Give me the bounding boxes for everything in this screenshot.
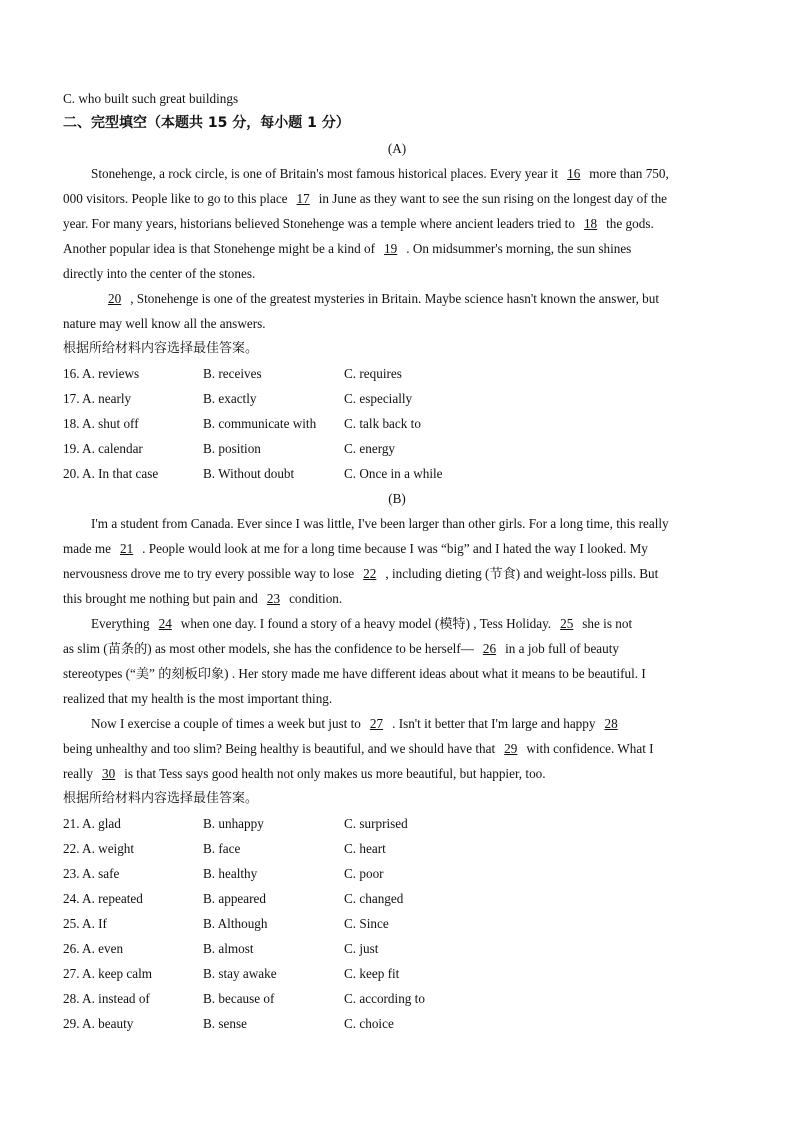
- option-a[interactable]: 23. A. safe: [63, 866, 120, 881]
- passage-a-line: 20 , Stonehenge is one of the greatest mysteries in Britain. Maybe science hasn't known the answer, but: [63, 286, 731, 311]
- option-c[interactable]: C. heart: [344, 841, 386, 856]
- option-b[interactable]: B. healthy: [203, 866, 258, 881]
- option-b[interactable]: B. communicate with: [203, 416, 317, 431]
- passage-b-line: really 30 is that Tess says good health not only makes us more beautiful, but happier, too.: [63, 761, 731, 786]
- passage-a-line: year. For many years, historians believed Stonehenge was a temple where ancient leaders tried to 18 the gods.: [63, 211, 731, 236]
- option-a[interactable]: 29. A. beauty: [63, 1016, 134, 1031]
- blank-22[interactable]: 22: [363, 566, 377, 581]
- option-a[interactable]: 24. A. repeated: [63, 891, 143, 906]
- passage-b-line: Everything 24 when one day. I found a story of a heavy model (模特) , Tess Holiday. 25 she is not: [63, 611, 731, 636]
- option-row: [63, 936, 731, 961]
- option-a[interactable]: 17. A. nearly: [63, 391, 132, 406]
- passage-b-line: as slim (苗条的) as most other models, she has the confidence to be herself— 26 in a job full of beauty: [63, 636, 731, 661]
- option-b[interactable]: B. Although: [203, 916, 268, 931]
- option-row: [63, 836, 731, 861]
- option-a[interactable]: 22. A. weight: [63, 841, 135, 856]
- blank-24[interactable]: 24: [158, 616, 172, 631]
- option-row: [63, 886, 731, 911]
- blank-28[interactable]: 28: [604, 716, 618, 731]
- option-a[interactable]: 28. A. instead of: [63, 991, 150, 1006]
- blank-30[interactable]: 30: [102, 766, 116, 781]
- passage-b-line: I'm a student from Canada. Ever since I was little, I've been larger than other girls. For a long time, this really: [91, 516, 669, 531]
- option-row: [63, 911, 731, 936]
- blank-29[interactable]: 29: [504, 741, 518, 756]
- option-b[interactable]: B. appeared: [203, 891, 266, 906]
- option-c[interactable]: C. keep fit: [344, 966, 400, 981]
- passage-a-line: nature may well know all the answers.: [63, 316, 266, 331]
- option-row: [63, 811, 731, 836]
- blank-18[interactable]: 18: [583, 216, 598, 231]
- options-a: [63, 361, 731, 486]
- option-row: [63, 961, 731, 986]
- blank-23[interactable]: 23: [266, 591, 281, 606]
- passage-b-label: (B): [388, 491, 406, 506]
- option-row: [63, 436, 731, 461]
- option-c[interactable]: C. according to: [344, 991, 425, 1006]
- blank-26[interactable]: 26: [482, 641, 497, 656]
- option-b[interactable]: B. position: [203, 441, 261, 456]
- blank-17[interactable]: 17: [296, 191, 310, 206]
- passage-b-line: stereotypes (“美” 的刻板印象) . Her story made me have different ideas about what it means to be beautiful. I: [63, 666, 646, 681]
- option-b[interactable]: B. almost: [203, 941, 254, 956]
- option-c[interactable]: C. poor: [344, 866, 384, 881]
- options-b: [63, 811, 731, 1036]
- option-row: [63, 1011, 731, 1036]
- option-c[interactable]: C. surprised: [344, 816, 408, 831]
- passage-b-line: this brought me nothing but pain and 23 condition.: [63, 586, 731, 611]
- instruction-text: 根据所给材料内容选择最佳答案。: [63, 341, 259, 356]
- option-a[interactable]: 27. A. keep calm: [63, 966, 152, 981]
- passage-a-line: directly into the center of the stones.: [63, 266, 256, 281]
- passage-b-line: realized that my health is the most important thing.: [63, 691, 333, 706]
- option-b[interactable]: B. stay awake: [203, 966, 277, 981]
- option-b[interactable]: B. face: [203, 841, 241, 856]
- instruction-text: 根据所给材料内容选择最佳答案。: [63, 791, 259, 806]
- passage-b-line: made me 21 . People would look at me for a long time because I was “big” and I hated the way I looked. My: [63, 536, 731, 561]
- option-row: [63, 986, 731, 1011]
- option-c[interactable]: C. just: [344, 941, 379, 956]
- passage-a-line: Stonehenge, a rock circle, is one of Britain's most famous historical places. Every year it 16 more than 750,: [63, 161, 731, 186]
- option-a[interactable]: 19. A. calendar: [63, 441, 143, 456]
- option-a[interactable]: 16. A. reviews: [63, 366, 140, 381]
- passage-b-line: nervousness drove me to try every possible way to lose 22 , including dieting (节食) and weight-loss pills. But: [63, 561, 731, 586]
- passage-a-label: (A): [387, 141, 407, 156]
- option-c[interactable]: C. changed: [344, 891, 404, 906]
- blank-19[interactable]: 19: [384, 241, 398, 256]
- option-c[interactable]: C. requires: [344, 366, 402, 381]
- option-row: [63, 461, 731, 486]
- option-row: [63, 861, 731, 886]
- blank-27[interactable]: 27: [369, 716, 384, 731]
- option-c[interactable]: C. choice: [344, 1016, 394, 1031]
- passage-b-line: Now I exercise a couple of times a week but just to 27 . Isn't it better that I'm large and happy 28: [63, 711, 731, 736]
- option-row: [63, 361, 731, 386]
- passage-a-line: Another popular idea is that Stonehenge might be a kind of 19 . On midsummer's morning, the sun shines: [63, 236, 731, 261]
- option-row: [63, 386, 731, 411]
- passage-a-line: 000 visitors. People like to go to this place 17 in June as they want to see the sun rising on the longest day of the: [63, 186, 731, 211]
- option-a[interactable]: 18. A. shut off: [63, 416, 139, 431]
- blank-16[interactable]: 16: [567, 166, 581, 181]
- option-b[interactable]: B. exactly: [203, 391, 257, 406]
- option-b[interactable]: B. unhappy: [203, 816, 264, 831]
- option-c[interactable]: C. talk back to: [344, 416, 421, 431]
- option-c[interactable]: C. especially: [344, 391, 413, 406]
- option-c[interactable]: C. energy: [344, 441, 396, 456]
- option-a[interactable]: 25. A. If: [63, 916, 107, 931]
- option-c[interactable]: C. Once in a while: [344, 466, 443, 481]
- option-a[interactable]: 21. A. glad: [63, 816, 121, 831]
- section-title: 二、完型填空（本题共 15 分，每小题 1 分）: [63, 115, 350, 131]
- option-b[interactable]: B. receives: [203, 366, 262, 381]
- blank-21[interactable]: 21: [119, 541, 134, 556]
- previous-question-option: C. who built such great buildings: [63, 91, 239, 106]
- option-c[interactable]: C. Since: [344, 916, 389, 931]
- option-b[interactable]: B. Without doubt: [203, 466, 295, 481]
- option-b[interactable]: B. sense: [203, 1016, 247, 1031]
- worksheet-page: [63, 86, 731, 1036]
- blank-20[interactable]: 20: [108, 291, 122, 306]
- passage-b-line: being unhealthy and too slim? Being healthy is beautiful, and we should have that 29 with confidence. What I: [63, 736, 731, 761]
- option-row: [63, 411, 731, 436]
- option-b[interactable]: B. because of: [203, 991, 275, 1006]
- option-a[interactable]: 20. A. In that case: [63, 466, 159, 481]
- blank-25[interactable]: 25: [560, 616, 574, 631]
- option-a[interactable]: 26. A. even: [63, 941, 124, 956]
